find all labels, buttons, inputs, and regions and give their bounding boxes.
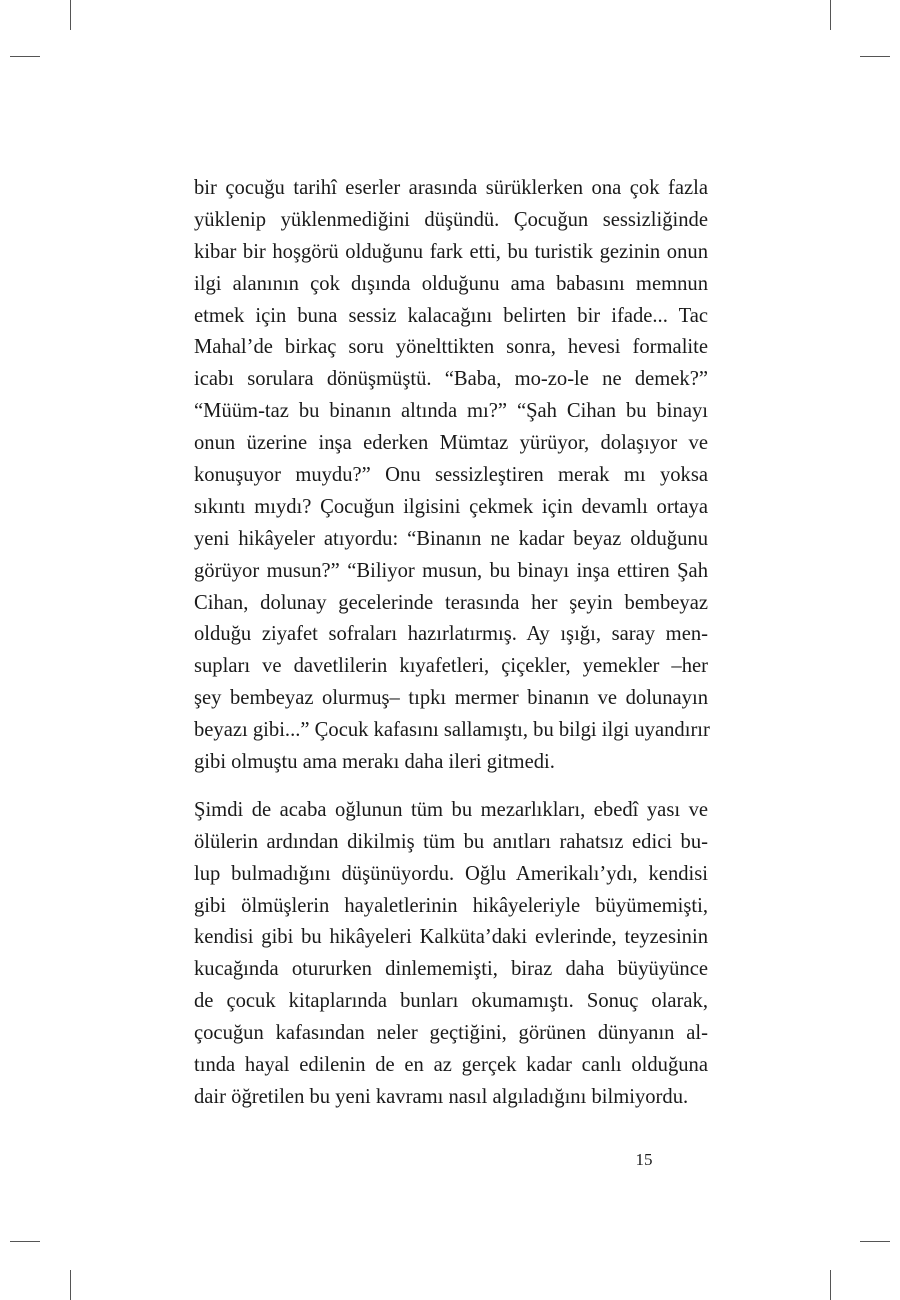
text-line: görüyor musun?” “Biliyor musun, bu binayı inşa ettiren Şah [194, 559, 708, 582]
text-line: konuşuyor muydu?” Onu sessizleştiren merak mı yoksa [194, 464, 708, 487]
text-line: gibi olmuştu ama merakı daha ileri gitmedi. [194, 751, 555, 774]
text-line: çocuğun kafasından neler geçtiğini, görünen dünyanın al- [194, 1022, 708, 1045]
page-number: 15 [635, 1150, 653, 1169]
text-line: bir çocuğu tarihî eserler arasında sürüklerken ona çok fazla [194, 177, 708, 199]
body-text [194, 173, 708, 1114]
text-line: etmek için buna sessiz kalacağını belirten bir ifade... Tac [194, 304, 708, 327]
text-line: beyazı gibi...” Çocuk kafasını sallamıştı, bu bilgi ilgi uyandırır [194, 719, 710, 742]
paragraph-1 [194, 173, 708, 779]
text-line: kendisi gibi bu hikâyeleri Kalküta’daki evlerinde, teyzesinin [194, 926, 708, 949]
crop-mark-right-top [860, 56, 890, 57]
text-line: kucağında otururken dinlememişti, biraz daha büyüyünce [194, 958, 708, 981]
text-line: supları ve davetlilerin kıyafetleri, çiçekler, yemekler –her [194, 655, 708, 678]
text-line: sıkıntı mıydı? Çocuğun ilgisini çekmek için devamlı ortaya [194, 495, 708, 518]
text-line: dair öğretilen bu yeni kavramı nasıl algıladığını bilmiyordu. [194, 1085, 689, 1108]
crop-mark-bottom-left [70, 1270, 71, 1300]
text-line: lup bulmadığını düşünüyordu. Oğlu Amerikalı’ydı, kendisi [194, 862, 708, 885]
text-line: Şimdi de acaba oğlunun tüm bu mezarlıkları, ebedî yası ve [194, 798, 708, 821]
text-line: gibi ölmüşlerin hayaletlerinin hikâyeleriyle büyümemişti, [194, 894, 708, 917]
text-line: yüklenip yüklenmediğini düşündü. Çocuğun sessizliğinde [194, 208, 708, 231]
text-line: ölülerin ardından dikilmiş tüm bu anıtları rahatsız edici bu- [194, 830, 708, 853]
text-line: ilgi alanının çok dışında olduğunu ama babasını memnun [194, 272, 708, 295]
text-line: icabı sorulara dönüşmüştü. “Baba, mo-zo-le ne demek?” [194, 368, 708, 391]
text-line: şey bembeyaz olurmuş– tıpkı mermer binanın ve dolunayın [194, 687, 708, 710]
text-line: yeni hikâyeler atıyordu: “Binanın ne kadar beyaz olduğunu [194, 527, 708, 550]
crop-mark-left-top [10, 56, 40, 57]
text-line: onun üzerine inşa ederken Mümtaz yürüyor, dolaşıyor ve [194, 432, 708, 455]
crop-mark-top-right [830, 0, 831, 30]
text-line: Cihan, dolunay gecelerinde terasında her şeyin bembeyaz [194, 591, 708, 614]
crop-mark-bottom-right [830, 1270, 831, 1300]
paragraph-spacer [194, 779, 708, 795]
text-line: kibar bir hoşgörü olduğunu fark etti, bu turistik gezinin onun [194, 240, 708, 263]
crop-mark-right-bottom [860, 1241, 890, 1242]
text-line: “Müüm-taz bu binanın altında mı?” “Şah Cihan bu binayı [194, 400, 708, 423]
text-line: olduğu ziyafet sofraları hazırlatırmış. Ay ışığı, saray men- [194, 623, 708, 646]
crop-mark-top-left [70, 0, 71, 30]
text-line: de çocuk kitaplarında bunları okumamıştı. Sonuç olarak, [194, 990, 708, 1013]
text-line: tında hayal edilenin de en az gerçek kadar canlı olduğuna [194, 1054, 708, 1077]
paragraph-2 [194, 795, 708, 1114]
crop-mark-left-bottom [10, 1241, 40, 1242]
text-line: Mahal’de birkaç soru yönelttikten sonra, hevesi formalite [194, 336, 708, 359]
